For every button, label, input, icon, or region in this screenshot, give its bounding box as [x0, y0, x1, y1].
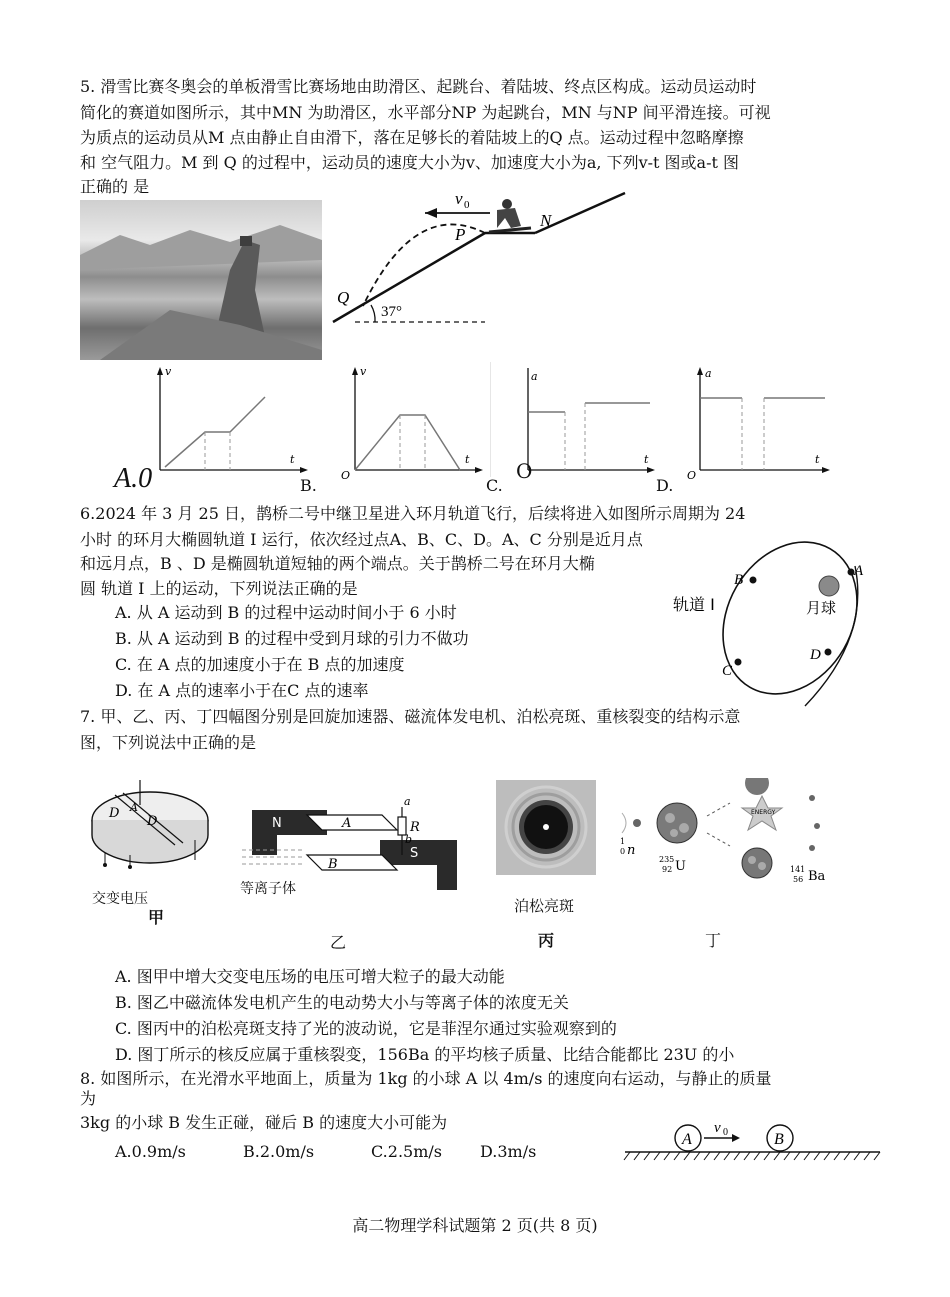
skier-icon [489, 199, 531, 232]
graph-B-ylabel: v [360, 365, 367, 378]
caption-jia: 甲 [148, 908, 165, 927]
q8-option-C: C.2.5m/s [371, 1142, 442, 1161]
q8-line-1: 8. 如图所示，在光滑水平地面上，质量为 1kg 的小球 A 以 4m/s 的速度向右运动，与静止的质量 [80, 1069, 772, 1088]
orbit-diagram [670, 528, 885, 708]
q5-line-5: 正确的 是 [80, 177, 150, 196]
graph-B-origin: O [341, 469, 351, 480]
q6-option-C: C. 在 A 点的加速度小于在 B 点的加速度 [115, 655, 405, 674]
label-n: n [627, 843, 636, 858]
q7-line-1: 7. 甲、乙、丙、丁四幅图分别是回旋加速器、磁流体发电机、泊松亮斑、重核裂变的结构示意 [80, 707, 741, 726]
label-Q: Q [337, 288, 350, 307]
q7-option-C: C. 图丙中的泊松亮斑支持了光的波动说，它是菲涅尔通过实验观察到的 [115, 1019, 617, 1038]
label-N-magnet: N [272, 816, 282, 831]
label-angle: 37° [381, 304, 402, 320]
label-energy: ENERGY [751, 809, 776, 816]
orbit-point-D: D [810, 647, 821, 663]
q7-line-2: 图，下列说法中正确的是 [80, 733, 257, 752]
caption-bing: 丙 [538, 931, 555, 950]
q7-option-D: D. 图丁所示的核反应属于重核裂变，156Ba 的平均核子质量、比结合能都比 23U 的小 [115, 1045, 735, 1064]
label-v0: v [455, 189, 463, 208]
q8-option-A: A.0.9m/s [115, 1142, 186, 1161]
graph-D-ylabel: a [705, 367, 712, 380]
q6-line-1: 6.2024 年 3 月 25 日，鹊桥二号中继卫星进入环月轨道飞行，后续将进入如图所示周期为 24 [80, 504, 746, 523]
q8-line-2: 为 [80, 1089, 97, 1108]
graph-A-option: A.0 [114, 463, 153, 494]
label-D2: D [147, 814, 158, 829]
graph-C-origin: O [516, 459, 533, 483]
collision-diagram [620, 1115, 885, 1165]
label-n-bot: 0 [620, 847, 626, 856]
label-U-bot: 92 [662, 865, 673, 874]
graph-D-xlabel: t [815, 453, 820, 466]
q8-option-D: D.3m/s [480, 1142, 537, 1161]
q6-option-A: A. 从 A 运动到 B 的过程中运动时间小于 6 小时 [115, 603, 457, 622]
label-U: U [675, 859, 686, 874]
graph-B-xlabel: t [465, 453, 470, 466]
label-A-plate: A [342, 816, 352, 831]
label-Ba-bot: 56 [793, 875, 804, 884]
orbit-point-C: C [722, 663, 733, 679]
ski-jump-photo-sketch [80, 200, 322, 360]
graph-D-origin: O [687, 469, 697, 480]
graph-A-ylabel: v [165, 365, 172, 378]
label-R: R [410, 820, 420, 835]
graph-A-xlabel: t [290, 453, 295, 466]
graph-C-option: C. [486, 476, 503, 495]
label-b: b [405, 833, 413, 846]
cyclotron-figure [85, 775, 220, 870]
label-B-plate: B [328, 857, 338, 872]
graph-A [140, 365, 310, 480]
label-S-magnet: S [410, 846, 419, 861]
orbit-name: 轨道 I [673, 595, 715, 614]
q8-option-B: B.2.0m/s [243, 1142, 315, 1161]
ski-jump-photo [80, 200, 322, 360]
q6-option-B: B. 从 A 运动到 B 的过程中受到月球的引力不做功 [115, 629, 469, 648]
q5-line-2: 简化的赛道如图所示，其中MN 为助滑区，水平部分NP 为起跳台，MN 与NP 间平滑连接。可视 [80, 103, 771, 122]
graph-C-ylabel: a [531, 370, 538, 383]
q5-line-1: 5. 滑雪比赛冬奥会的单板滑雪比赛场地由助滑区、起跳台、着陆坡、终点区构成。运动员运动时 [80, 77, 757, 96]
ball-A-label: A [682, 1131, 692, 1148]
label-Ba-top: 141 [790, 865, 806, 874]
label-Ba: Ba [808, 869, 826, 884]
orbit-point-B: B [734, 572, 744, 588]
moon-label: 月球 [806, 599, 837, 617]
nuclear-fission-figure [612, 778, 842, 893]
caption-jia-sub: 交变电压 [92, 891, 148, 907]
moon-icon [819, 576, 839, 596]
orbit-point-A: A [854, 563, 864, 579]
q6-line-3: 和远月点，B 、D 是椭圆轨道短轴的两个端点。关于鹊桥二号在环月大椭 [80, 554, 595, 573]
page-footer: 高二物理学科试题第 2 页(共 8 页) [352, 1216, 598, 1235]
ball-B-label: B [774, 1131, 784, 1148]
caption-yi-sub: 等离子体 [240, 881, 296, 897]
label-A-cyc: A [130, 801, 138, 814]
graph-B [335, 365, 485, 480]
label-v0-q8: v [714, 1120, 721, 1136]
caption-yi: 乙 [330, 933, 347, 952]
q5-line-4: 和 空气阻力。M 到 Q 的过程中，运动员的速度大小为v、加速度大小为a, 下列v-t 图或a-t 图 [80, 153, 740, 172]
graph-B-option: B. [300, 476, 317, 495]
label-D1: D [109, 806, 120, 821]
graph-C-xlabel: t [644, 453, 649, 466]
label-v0-q8-sub: 0 [723, 1127, 728, 1138]
q7-option-A: A. 图甲中增大交变电压场的电压可增大粒子的最大动能 [115, 967, 505, 986]
q5-line-3: 为质点的运动员从M 点由静止自由滑下，落在足够长的着陆坡上的Q 点。运动过程中忽略摩擦 [80, 128, 744, 147]
q7-option-B: B. 图乙中磁流体发电机产生的电动势大小与等离子体的浓度无关 [115, 993, 569, 1012]
label-U-top: 235 [659, 855, 675, 864]
label-P: P [455, 225, 466, 244]
ski-track-diagram [325, 188, 630, 330]
label-n-top: 1 [620, 837, 626, 846]
q6-line-4: 圆 轨道 I 上的运动，下列说法正确的是 [80, 579, 358, 598]
poisson-spot-figure [496, 780, 596, 875]
label-N: N [540, 211, 552, 230]
label-v0-sub: 0 [464, 199, 470, 211]
caption-ding: 丁 [705, 931, 722, 950]
caption-bing-sub: 泊松亮斑 [514, 897, 575, 915]
label-a: a [404, 795, 411, 808]
q6-option-D: D. 在 A 点的速率小于在C 点的速率 [115, 681, 369, 700]
graph-D-option: D. [656, 476, 674, 495]
q6-line-2: 小时 的环月大椭圆轨道 I 运行，依次经过点A、B、C、D。A、C 分别是近月点 [80, 530, 643, 549]
q8-line-3: 3kg 的小球 B 发生正碰，碰后 B 的速度大小可能为 [80, 1113, 448, 1132]
graph-D [685, 365, 835, 480]
